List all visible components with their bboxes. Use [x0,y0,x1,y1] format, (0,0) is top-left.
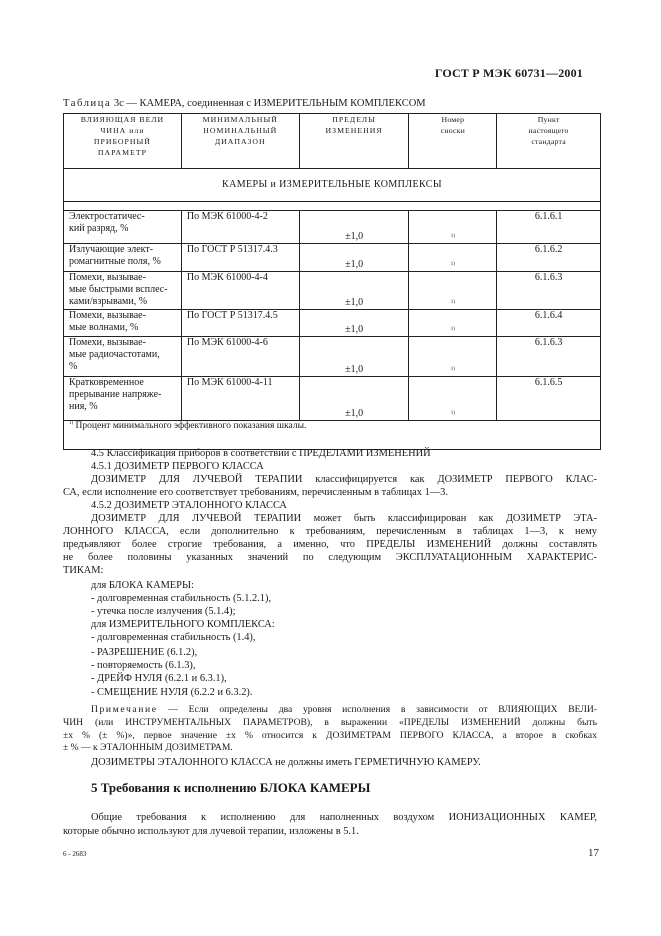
table-footnote-row [64,421,601,450]
list-measuring-heading: для ИЗМЕРИТЕЛЬНОГО КОМПЛЕКСА: [91,619,275,630]
para-ref-line4: не более половины указанных значений по следующим ЭКСПЛУАТАЦИОННЫМ ХАРАКТЕРИС- [63,552,597,563]
list-item: - повторяемость (6.1.3), [91,660,196,671]
param-cell: Помехи, вызывае- мые быстрыми всплес- ками/взрывами, % [64,272,182,310]
note-cell: 1) [409,244,497,272]
header-influence-quantity: ВЛИЯЮЩАЯ ВЕЛИ ЧИНА или ПРИБОРНЫЙ ПАРАМЕТР [64,114,182,169]
range-cell: По МЭК 61000-4-11 [181,377,299,421]
para-reference-class: ДОЗИМЕТРЫ ЭТАЛОННОГО КЛАССА не должны иметь ГЕРМЕТИЧНУЮ КАМЕРУ. [91,757,481,768]
limits-cell: ±1,0 [299,244,409,272]
range-cell: По МЭК 61000-4-2 [181,211,299,244]
table-row [64,377,601,421]
table-caption [63,98,426,109]
clause-cell: 6.1.6.5 [497,377,601,421]
header-limits: ПРЕДЕЛЫ ИЗМЕНЕНИЯ [299,114,409,169]
limits-cell: ±1,0 [299,272,409,310]
table-row [64,272,601,310]
para-class1-line1: ДОЗИМЕТР ДЛЯ ЛУЧЕВОЙ ТЕРАПИИ классифицируется как ДОЗИМЕТР ПЕРВОГО КЛАС- [91,474,597,485]
list-item: - ДРЕЙФ НУЛЯ (6.2.1 и 6.3.1), [91,673,227,684]
limits-cell: ±1,0 [299,310,409,337]
limits-table [63,113,601,450]
note-cell: 1) [409,272,497,310]
section-title: КАМЕРЫ и ИЗМЕРИТЕЛЬНЫЕ КОМПЛЕКСЫ [64,179,601,202]
note-cell: 1) [409,337,497,377]
table-footnote [64,421,601,450]
para-ref-line5: ТИКАМ: [63,565,104,576]
limits-cell: ±1,0 [299,337,409,377]
table-row [64,244,601,272]
range-cell: По ГОСТ Р 51317.4.5 [181,310,299,337]
section-5-heading: 5 Требования к исполнению БЛОКА КАМЕРЫ [91,780,371,795]
para-sec5-line2: которые обычно используют для лучевой терапии, изложены в 5.1. [63,826,359,837]
range-cell: По МЭК 61000-4-6 [181,337,299,377]
para-4-5-1: 4.5.1 ДОЗИМЕТР ПЕРВОГО КЛАССА [91,461,264,472]
note-line1: Примечание — Если определены два уровня исполнения в зависимости от ВЛИЯЮЩИХ ВЕЛИ- [91,704,597,715]
clause-cell: 6.1.6.2 [497,244,601,272]
note-cell: 1) [409,377,497,421]
note-cell: 1) [409,310,497,337]
list-item: - утечка после излучения (5.1.4); [91,606,236,617]
note-line3: ±x % (± %)», первое значение ±x % относится к ДОЗИМЕТРАМ ПЕРВОГО КЛАССА, а второе в скобках [63,730,597,741]
clause-cell: 6.1.6.1 [497,211,601,244]
clause-cell: 6.1.6.3 [497,272,601,310]
note-line4: ± % — к ЭТАЛОННЫМ ДОЗИМЕТРАМ. [63,742,233,753]
para-ref-line3: предъявляют более строгие требования, а именно, что ПРЕДЕЛЫ ИЗМЕНЕНИЙ должны составлять [63,539,597,550]
header-min-range: МИНИМАЛЬНЫЙ НОМИНАЛЬНЫЙ ДИАПАЗОН [181,114,299,169]
list-item: - СМЕЩЕНИЕ НУЛЯ (6.2.2 и 6.3.2). [91,687,253,698]
table-row [64,310,601,337]
param-cell: Кратковременное прерывание напряже- ния, % [64,377,182,421]
table-row [64,337,601,377]
footnote-mark: 1) [69,421,74,426]
para-sec5-line1: Общие требования к исполнению для наполненных воздухом ИОНИЗАЦИОННЫХ КАМЕР, [91,812,597,823]
note-cell: 1) [409,211,497,244]
table-section-row [64,179,601,202]
param-cell: Электростатичес- кий разряд, % [64,211,182,244]
range-cell: По ГОСТ Р 51317.4.3 [181,244,299,272]
range-cell: По МЭК 61000-4-4 [181,272,299,310]
clause-cell: 6.1.6.3 [497,337,601,377]
para-ref-line2: ЛОННОГО КЛАССА, если дополнительно к требованиям, перечисленным в таблицах 1—3, к нему [63,526,597,537]
param-cell: Помехи, вызывае- мые радиочастотами, % [64,337,182,377]
list-chamber-heading: для БЛОКА КАМЕРЫ: [91,580,194,591]
list-item: - долговременная стабильность (1.4), [91,632,256,643]
page-number: 17 [588,847,599,859]
footnote-text: Процент минимального эффективного показания шкалы. [75,421,307,432]
table-row [64,211,601,244]
para-4-5: 4.5 Классификация приборов в соответствии с ПРЕДЕЛАМИ ИЗМЕНЕНИЙ [91,448,431,459]
para-ref-line1: ДОЗИМЕТР ДЛЯ ЛУЧЕВОЙ ТЕРАПИИ может быть классифицирован как ДОЗИМЕТР ЭТА- [91,513,597,524]
table-header-row [64,114,601,169]
param-cell: Излучающие элект- ромагнитные поля, % [64,244,182,272]
para-class1-line2: СА, если исполнение его соответствует требованиям, перечисленным в таблицах 1—3. [63,487,448,498]
table-caption-text: 3с — КАМЕРА, соединенная с ИЗМЕРИТЕЛЬНЫМ КОМПЛЕКСОМ [113,98,426,109]
print-code: 6 - 2683 [63,850,87,858]
header-footnote-number: Номер сноски [409,114,497,169]
header-clause: Пункт настоящего стандарта [497,114,601,169]
document-header-title: ГОСТ Р МЭК 60731—2001 [434,66,583,80]
table-caption-label: Таблица [63,98,112,109]
note-label: Примечание [91,704,158,715]
clause-cell: 6.1.6.4 [497,310,601,337]
limits-cell: ±1,0 [299,211,409,244]
para-4-5-2: 4.5.2 ДОЗИМЕТР ЭТАЛОННОГО КЛАССА [91,500,287,511]
param-cell: Помехи, вызывае- мые волнами, % [64,310,182,337]
list-item: - РАЗРЕШЕНИЕ (6.1.2), [91,647,198,658]
limits-cell: ±1,0 [299,377,409,421]
list-item: - долговременная стабильность (5.1.2.1), [91,593,272,604]
note-line2: ЧИН (или ИНСТРУМЕНТАЛЬНЫХ ПАРАМЕТРОВ), в выражении «ПРЕДЕЛЫ ИЗМЕНЕНИЙ должны быть [63,717,597,728]
